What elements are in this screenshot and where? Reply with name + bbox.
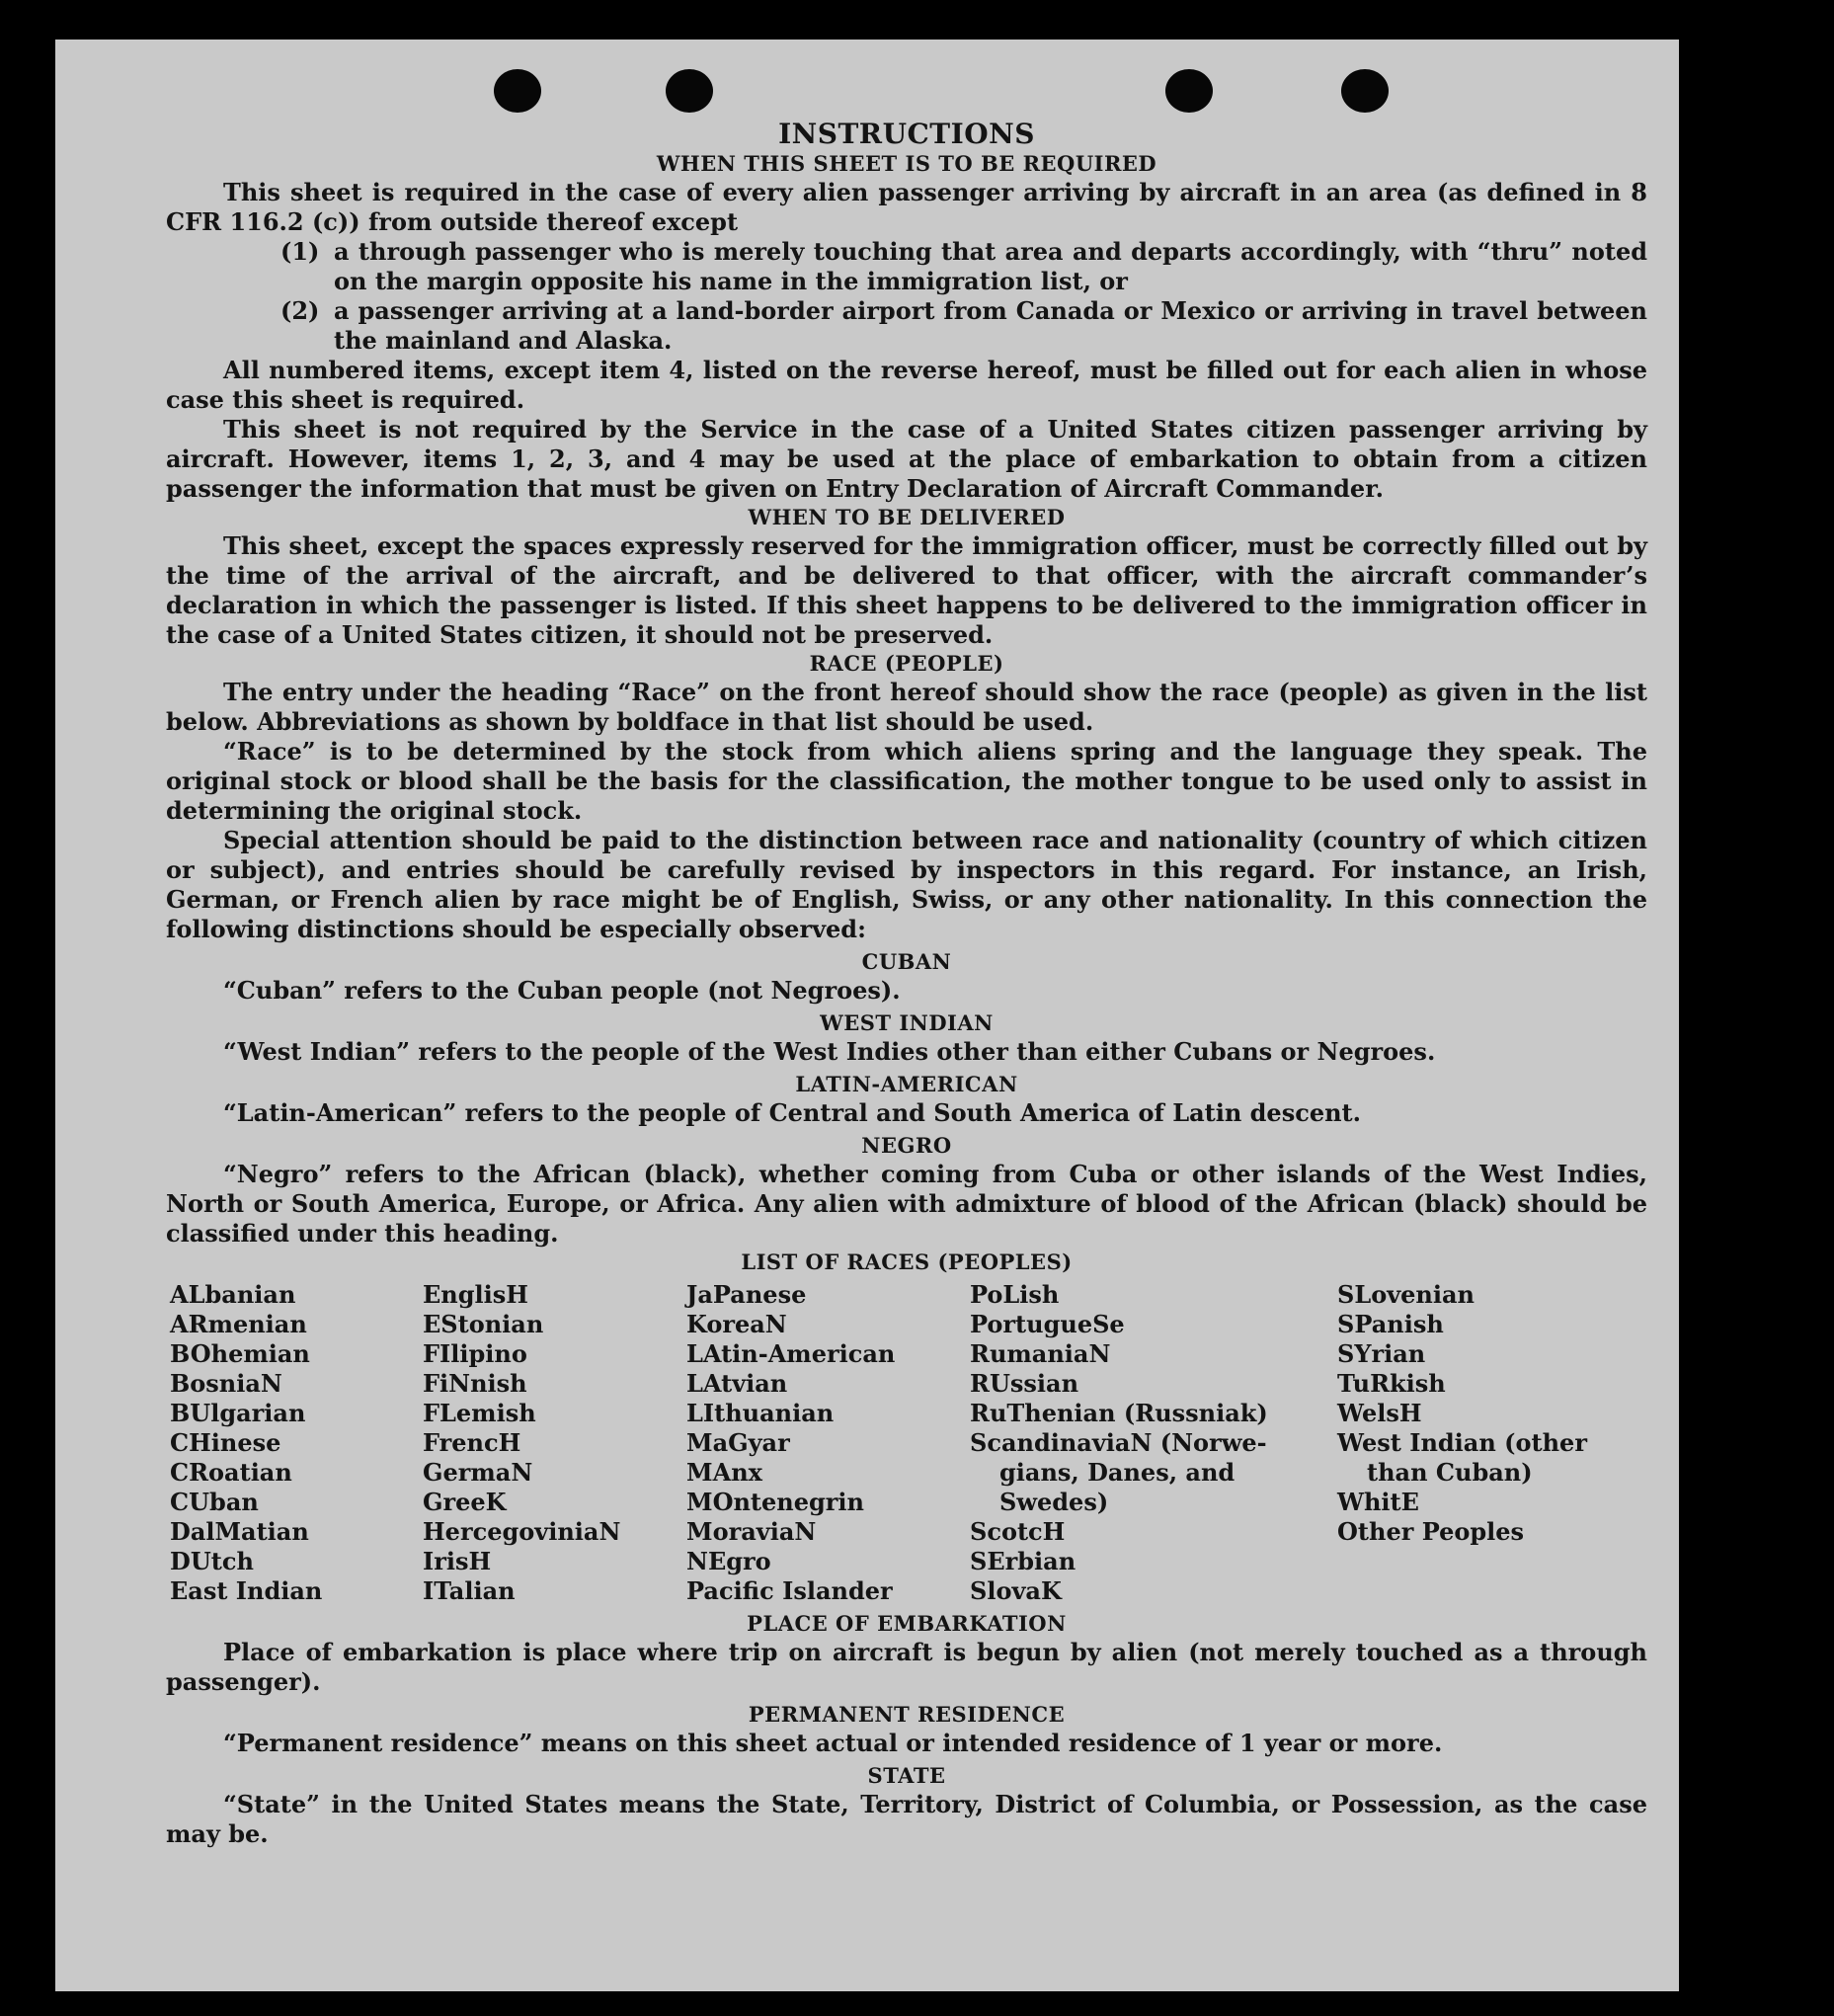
race-entry: SLovenian	[1337, 1280, 1475, 1309]
race-entry: PoLish	[970, 1280, 1060, 1309]
section-heading-negro: NEGRO	[861, 1133, 952, 1158]
section-heading-race: RACE (PEOPLE)	[809, 651, 1004, 676]
races-column	[423, 1280, 686, 1606]
race-entry: CHinese	[170, 1428, 281, 1457]
races-column	[686, 1280, 970, 1606]
race-entry: JaPanese	[686, 1280, 807, 1309]
races-column	[970, 1280, 1337, 1606]
race-entry: RuThenian (Russniak)	[970, 1399, 1268, 1427]
punch-hole	[1165, 69, 1213, 113]
section-heading-cuban: CUBAN	[861, 949, 952, 974]
race-entry: Other Peoples	[1337, 1517, 1525, 1546]
instructions-body	[166, 119, 1647, 1849]
section-heading-embarkation: PLACE OF EMBARKATION	[747, 1611, 1067, 1636]
race-entry: RUssian	[970, 1369, 1079, 1398]
race-entry: EnglisH	[423, 1280, 528, 1309]
item-text: a through passenger who is merely touching that area and departs accordingly, with “thru” noted on the margin opposite his name in the immigration list, or	[334, 237, 1647, 295]
races-column	[170, 1280, 423, 1606]
races-column	[1337, 1280, 1604, 1606]
item-number: (2)	[280, 296, 320, 325]
race-entry: DalMatian	[170, 1517, 309, 1546]
race-entry: SPanish	[1337, 1310, 1444, 1338]
paragraph: All numbered items, except item 4, listed on the reverse hereof, must be filled out for each alien in whose case this sheet is required.	[166, 356, 1647, 414]
race-entry: BOhemian	[170, 1339, 310, 1368]
list-item	[166, 296, 1647, 356]
paragraph: “Latin-American” refers to the people of Central and South America of Latin descent.	[223, 1098, 1361, 1127]
race-entry: LAtin-American	[686, 1339, 896, 1368]
race-entry: PortugueSe	[970, 1310, 1125, 1338]
races-list	[166, 1280, 1647, 1606]
race-entry: WhitE	[1337, 1488, 1419, 1516]
race-entry: BosniaN	[170, 1369, 282, 1398]
paragraph: This sheet, except the spaces expressly reserved for the immigration officer, must be correctly filled out by the time of the arrival of the aircraft, and be delivered to that officer, with the aircraft commander’s declaration in which the passenger is listed. If this sheet happens to be delivered to the immigration officer in the case of a United States citizen, it should not be preserved.	[166, 531, 1647, 649]
race-entry: GreeK	[423, 1488, 507, 1516]
paragraph: This sheet is not required by the Service in the case of a United States citizen passenger arriving by aircraft. However, items 1, 2, 3, and 4 may be used at the place of embarkation to obtain from a citizen passenger the information that must be given on Entry Declaration of Aircraft Commander.	[166, 415, 1647, 503]
race-entry: MoraviaN	[686, 1517, 817, 1546]
paragraph: Place of embarkation is place where trip on aircraft is begun by alien (not merely touched as a through passenger).	[166, 1638, 1647, 1696]
item-text: a passenger arriving at a land-border airport from Canada or Mexico or arriving in travel between the mainland and Alaska.	[334, 296, 1647, 355]
race-entry: FrencH	[423, 1428, 521, 1457]
section-heading-latin-american: LATIN-AMERICAN	[795, 1072, 1018, 1096]
section-heading-when-required: WHEN THIS SHEET IS TO BE REQUIRED	[656, 151, 1157, 176]
paragraph: “Race” is to be determined by the stock from which aliens spring and the language they speak. The original stock or blood shall be the basis for the classification, the mother tongue to be used only to assist in determining the original stock.	[166, 737, 1647, 825]
paragraph: “Permanent residence” means on this sheet actual or intended residence of 1 year or more.	[223, 1729, 1443, 1757]
race-entry: ARmenian	[170, 1310, 307, 1338]
document-sheet	[55, 40, 1679, 1991]
list-item	[166, 237, 1647, 296]
race-entry: ScandinaviaN (Norwe-	[970, 1428, 1267, 1457]
race-entry: CRoatian	[170, 1458, 292, 1487]
race-entry: RumaniaN	[970, 1339, 1111, 1368]
race-entry: SErbian	[970, 1547, 1076, 1575]
race-entry: IrisH	[423, 1547, 492, 1575]
race-entry: gians, Danes, and	[999, 1458, 1236, 1487]
race-entry: MAnx	[686, 1458, 762, 1487]
race-entry: KoreaN	[686, 1310, 787, 1338]
race-entry: ITalian	[423, 1576, 516, 1605]
race-entry: West Indian (other	[1337, 1428, 1587, 1457]
paragraph: Special attention should be paid to the distinction between race and nationality (country of which citizen or subject), and entries should be carefully revised by inspectors in this regard. For instance, an Irish, German, or French alien by race might be of English, Swiss, or any other nationality. In this connection the following distinctions should be especially observed:	[166, 826, 1647, 943]
race-entry: Pacific Islander	[686, 1576, 893, 1605]
intro-paragraph: This sheet is required in the case of every alien passenger arriving by aircraft in an area (as defined in 8 CFR 116.2 (c)) from outside thereof except	[166, 178, 1647, 236]
section-heading-races-list: LIST OF RACES (PEOPLES)	[741, 1250, 1073, 1274]
race-entry: Swedes)	[999, 1488, 1109, 1516]
section-heading-west-indian: WEST INDIAN	[820, 1010, 994, 1035]
paragraph: “West Indian” refers to the people of the West Indies other than either Cubans or Negroes.	[223, 1037, 1436, 1066]
section-heading-state: STATE	[867, 1763, 946, 1788]
race-entry: FiNnish	[423, 1369, 527, 1398]
race-entry: BUlgarian	[170, 1399, 306, 1427]
race-entry: TuRkish	[1337, 1369, 1446, 1398]
race-entry: LAtvian	[686, 1369, 788, 1398]
race-entry: LIthuanian	[686, 1399, 835, 1427]
item-number: (1)	[280, 237, 320, 266]
race-entry: MaGyar	[686, 1428, 790, 1457]
race-entry: FIlipino	[423, 1339, 527, 1368]
race-entry: FLemish	[423, 1399, 536, 1427]
page-title: INSTRUCTIONS	[778, 118, 1035, 150]
race-entry: SYrian	[1337, 1339, 1426, 1368]
paragraph: The entry under the heading “Race” on the front hereof should show the race (people) as given in the list below. Abbreviations as shown by boldface in that list should be used.	[166, 678, 1647, 736]
race-entry: CUban	[170, 1488, 259, 1516]
race-entry: than Cuban)	[1367, 1458, 1533, 1487]
paragraph: “Negro” refers to the African (black), whether coming from Cuba or other islands of the West Indies, North or South America, Europe, or Africa. Any alien with admixture of blood of the African (black) should be classified under this heading.	[166, 1160, 1647, 1248]
race-entry: HercegoviniaN	[423, 1517, 621, 1546]
section-heading-when-delivered: WHEN TO BE DELIVERED	[748, 505, 1066, 529]
race-entry: DUtch	[170, 1547, 254, 1575]
race-entry: ScotcH	[970, 1517, 1066, 1546]
race-entry: East Indian	[170, 1576, 323, 1605]
punch-hole	[666, 69, 713, 113]
race-entry: SlovaK	[970, 1576, 1062, 1605]
race-entry: WelsH	[1337, 1399, 1422, 1427]
race-entry: EStonian	[423, 1310, 544, 1338]
race-entry: NEgro	[686, 1547, 771, 1575]
race-entry: ALbanian	[170, 1280, 296, 1309]
race-entry: GermaN	[423, 1458, 533, 1487]
section-heading-residence: PERMANENT RESIDENCE	[748, 1702, 1066, 1727]
race-entry: MOntenegrin	[686, 1488, 864, 1516]
punch-hole	[1341, 69, 1389, 113]
paragraph: “State” in the United States means the State, Territory, District of Columbia, or Possession, as the case may be.	[166, 1790, 1647, 1848]
punch-hole	[494, 69, 541, 113]
paragraph: “Cuban” refers to the Cuban people (not Negroes).	[223, 976, 901, 1005]
